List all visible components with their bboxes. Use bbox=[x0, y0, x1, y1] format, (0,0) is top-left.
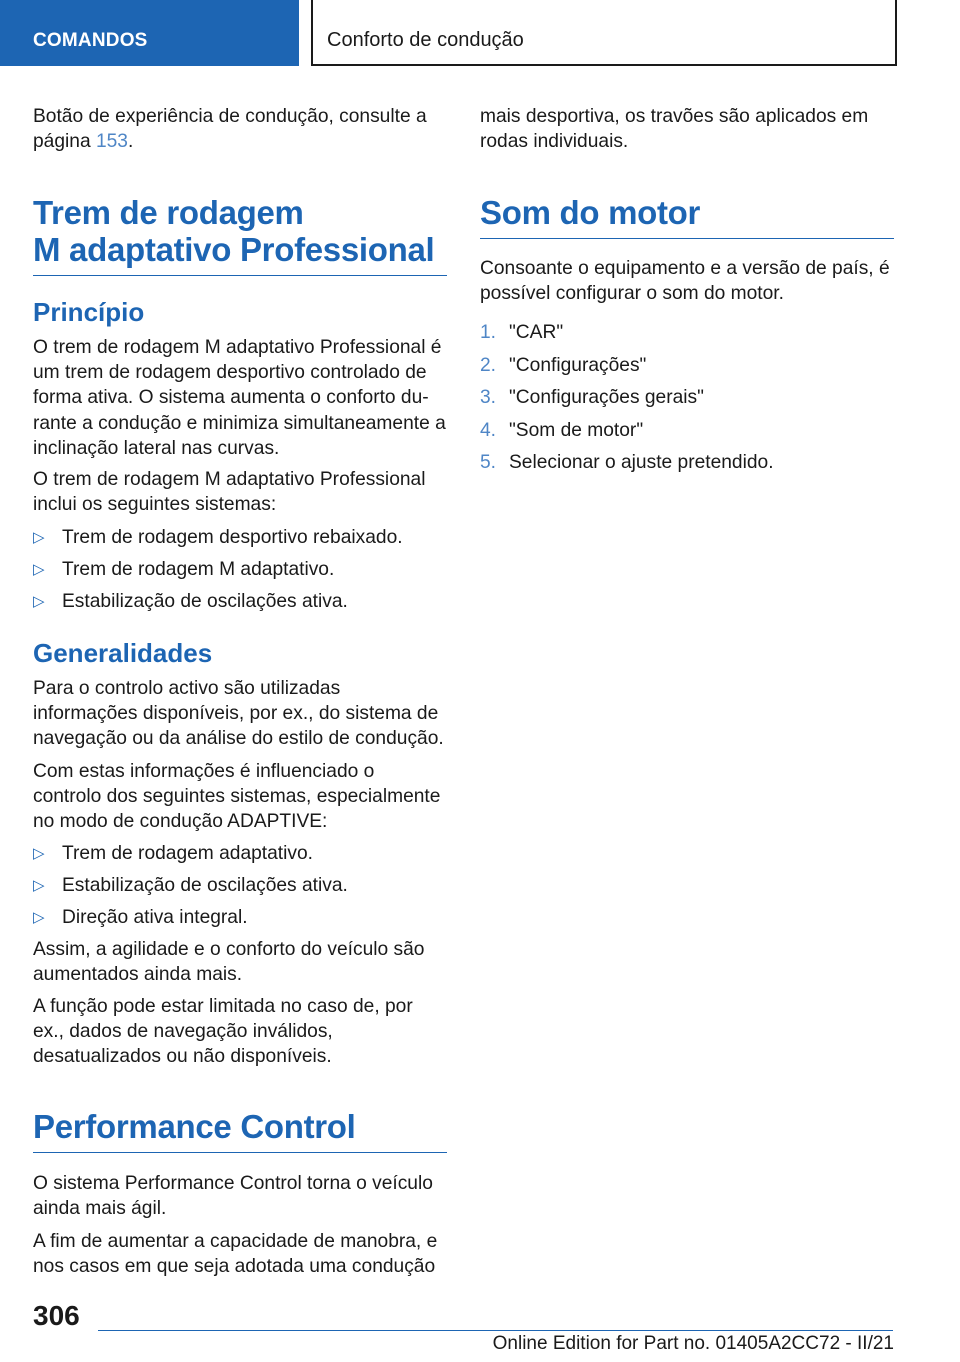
list-item bbox=[33, 841, 447, 873]
page-link[interactable]: 153 bbox=[95, 131, 128, 153]
heading-trem-rodagem bbox=[33, 194, 447, 276]
step-number: 4. bbox=[480, 419, 497, 441]
generalidades-list bbox=[33, 841, 447, 937]
heading-performance-control: Performance Control bbox=[33, 1108, 447, 1153]
step-number: 2. bbox=[480, 354, 497, 376]
generalidades-paragraph-3: Assim, a agilidade e o conforto do veículo são aumentados ainda mais. bbox=[33, 939, 425, 986]
list-item-text: Estabilização de oscilações ativa. bbox=[62, 591, 348, 612]
intro-paragraph bbox=[33, 104, 447, 154]
list-item-text: Estabilização de oscilações ativa. bbox=[62, 875, 348, 896]
principio-paragraph-1: O trem de rodagem M adaptativo Professional é um trem de rodagem desportivo controlado de forma ativa. O sistema aumenta o conforto durante a condução e minimiza simultaneamente a inclinação lateral nas curvas. bbox=[33, 337, 446, 459]
heading-som-do-motor: Som do motor bbox=[480, 194, 894, 239]
step-text: "Som de motor" bbox=[509, 419, 644, 441]
footer-divider bbox=[98, 1330, 893, 1331]
performance-paragraph-2: A fim de aumentar a capacidade de manobra, e nos casos em que seja adotada uma condução bbox=[33, 1231, 438, 1278]
step-text: "CAR" bbox=[509, 322, 564, 343]
edition-text: Online Edition for Part no. 01405A2CC72 - II/21 bbox=[492, 1333, 894, 1354]
section-tab: COMANDOS bbox=[0, 0, 299, 66]
continuation-paragraph: mais desportiva, os travões são aplicados em rodas individuais. bbox=[480, 106, 869, 153]
step-text: "Configurações gerais" bbox=[509, 387, 704, 408]
generalidades-paragraph-2: Com estas informações é influenciado o controlo dos seguintes sistemas, especialmente no modo de condução ADAPTIVE: bbox=[33, 761, 441, 833]
step-item bbox=[480, 385, 894, 418]
step-item bbox=[480, 320, 894, 353]
triangle-bullet-icon: ▷ bbox=[33, 909, 45, 926]
step-item bbox=[480, 353, 894, 386]
list-item bbox=[33, 589, 447, 621]
step-number: 3. bbox=[480, 387, 497, 408]
chapter-box bbox=[311, 0, 897, 66]
step-text: Selecionar o ajuste pretendido. bbox=[509, 452, 774, 473]
step-text: "Configurações" bbox=[509, 354, 647, 376]
list-item bbox=[33, 873, 447, 905]
triangle-bullet-icon: ▷ bbox=[33, 561, 45, 578]
step-number: 1. bbox=[480, 322, 497, 343]
triangle-bullet-icon: ▷ bbox=[33, 845, 45, 862]
intro-end: . bbox=[127, 131, 134, 153]
step-item bbox=[480, 450, 894, 483]
triangle-bullet-icon: ▷ bbox=[33, 593, 45, 610]
principio-paragraph-2: O trem de rodagem M adaptativo Professional inclui os seguintes sistemas: bbox=[33, 469, 426, 516]
list-item-text: Trem de rodagem desportivo rebaixado. bbox=[62, 527, 403, 548]
list-item-text: Direção ativa integral. bbox=[62, 907, 248, 928]
page-number: 306 bbox=[33, 1300, 80, 1331]
heading-generalidades: Generalidades bbox=[33, 638, 213, 668]
list-item-text: Trem de rodagem adaptativo. bbox=[62, 843, 313, 864]
heading-line-2: M adaptativo Professional bbox=[33, 231, 435, 268]
triangle-bullet-icon: ▷ bbox=[33, 529, 45, 546]
generalidades-paragraph-1: Para o controlo activo são utilizadas informações disponíveis, por ex., do sistema de navegação ou da análise do estilo de condução. bbox=[33, 678, 444, 750]
generalidades-paragraph-4: A função pode estar limitada no caso de, por ex., dados de navegação inválidos, desatualizados ou não disponíveis. bbox=[33, 996, 413, 1068]
heading-line-1: Trem de rodagem bbox=[33, 194, 304, 231]
step-number: 5. bbox=[480, 452, 497, 473]
step-item bbox=[480, 418, 894, 451]
performance-paragraph-1: O sistema Performance Control torna o veículo ainda mais ágil. bbox=[33, 1173, 433, 1220]
intro-text: Botão de experiência de condução, consulte a página bbox=[33, 106, 427, 153]
steps-list bbox=[480, 320, 894, 483]
som-paragraph: Consoante o equipamento e a versão de país, é possível configurar o som do motor. bbox=[480, 258, 890, 305]
chapter-title: Conforto de condução bbox=[327, 29, 524, 51]
principio-list bbox=[33, 525, 447, 621]
page-header bbox=[0, 0, 960, 66]
heading-principio: Princípio bbox=[33, 297, 145, 327]
list-item bbox=[33, 557, 447, 589]
triangle-bullet-icon: ▷ bbox=[33, 877, 45, 894]
list-item bbox=[33, 905, 447, 937]
list-item bbox=[33, 525, 447, 557]
list-item-text: Trem de rodagem M adaptativo. bbox=[62, 559, 335, 580]
